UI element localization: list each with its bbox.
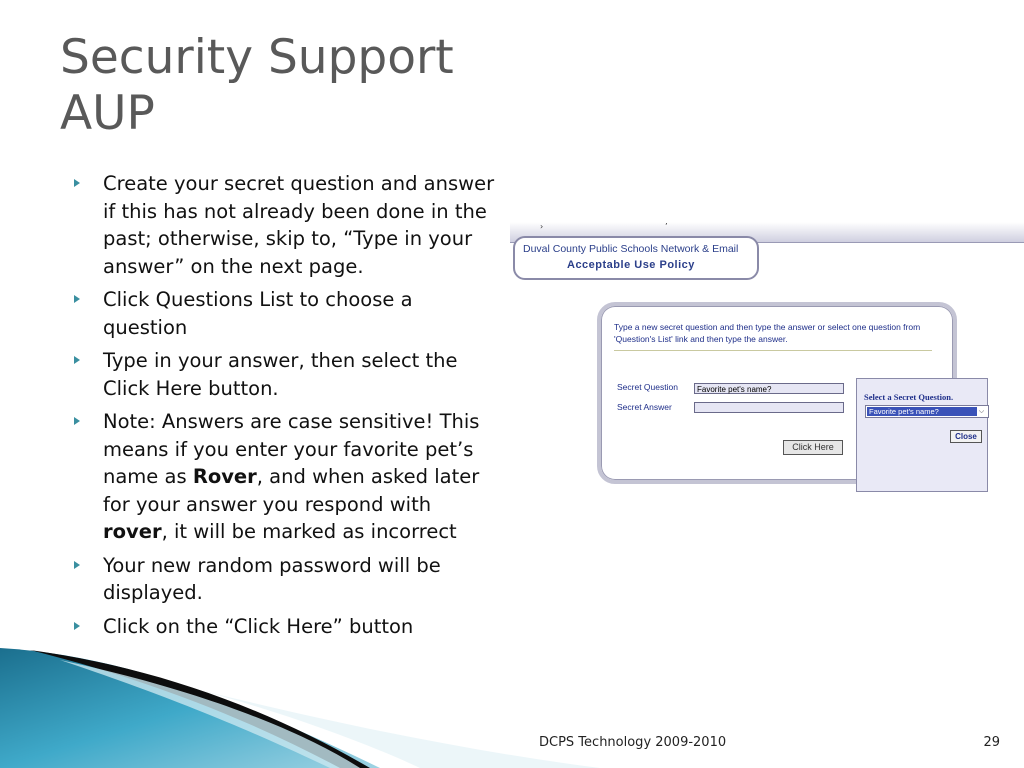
secret-question-label: Secret Question xyxy=(617,382,678,392)
chevron-down-icon[interactable]: ⌵ xyxy=(978,407,985,415)
close-button[interactable]: Close xyxy=(950,430,982,443)
top-bar-mark: ’ xyxy=(665,222,668,231)
click-here-button[interactable]: Click Here xyxy=(783,440,843,455)
title-line-2: AUP xyxy=(60,86,155,141)
bullet-arrow-icon xyxy=(74,417,80,425)
bullet-item: Type in your answer, then select the Click Here button. xyxy=(74,347,502,402)
top-bar-mark: › xyxy=(540,222,544,231)
dialog-instructions: Type a new secret question and then type the answer or select one question from 'Question's List' link and then type the answer. xyxy=(614,322,921,344)
aup-screenshot xyxy=(510,222,1024,492)
secret-answer-label: Secret Answer xyxy=(617,402,672,412)
secret-question-select[interactable] xyxy=(865,405,989,418)
slide-title xyxy=(60,30,520,142)
bullet-item: Note: Answers are case sensitive! This means if you enter your favorite pet’s name as Rover, and when asked later for your answer you respond with rover, it will be marked as incorrect xyxy=(74,408,502,546)
questions-list-popup xyxy=(856,378,988,492)
page-number: 29 xyxy=(983,735,1000,750)
bullet-item: Your new random password will be displayed. xyxy=(74,552,502,607)
bullet-arrow-icon xyxy=(74,561,80,569)
bullet-list xyxy=(74,170,502,646)
divider xyxy=(614,350,932,351)
bullet-arrow-icon xyxy=(74,622,80,630)
secret-question-input[interactable]: Favorite pet's name? xyxy=(694,383,844,394)
bullet-item: Click on the “Click Here” button xyxy=(74,613,502,641)
dcps-aup-logo xyxy=(513,236,759,280)
bullet-arrow-icon xyxy=(74,295,80,303)
popup-title: Select a Secret Question. xyxy=(864,392,954,402)
title-line-1: Security Support xyxy=(60,30,454,85)
bold-rover: Rover xyxy=(192,465,257,488)
bullet-item: Create your secret question and answer if this has not already been done in the past; otherwise, skip to, “Type in your answer” on the next page. xyxy=(74,170,502,280)
secret-answer-input[interactable] xyxy=(694,402,844,413)
slide-footer: DCPS Technology 2009-2010 xyxy=(539,735,727,750)
logo-line-1: Duval County Public Schools Network & Email xyxy=(523,243,739,255)
selected-question: Favorite pet's name? xyxy=(867,407,977,416)
bullet-arrow-icon xyxy=(74,179,80,187)
logo-line-2: Acceptable Use Policy xyxy=(567,259,695,271)
bullet-arrow-icon xyxy=(74,356,80,364)
bold-rover-lower: rover xyxy=(103,520,162,543)
bullet-item: Click Questions List to choose a question xyxy=(74,286,502,341)
